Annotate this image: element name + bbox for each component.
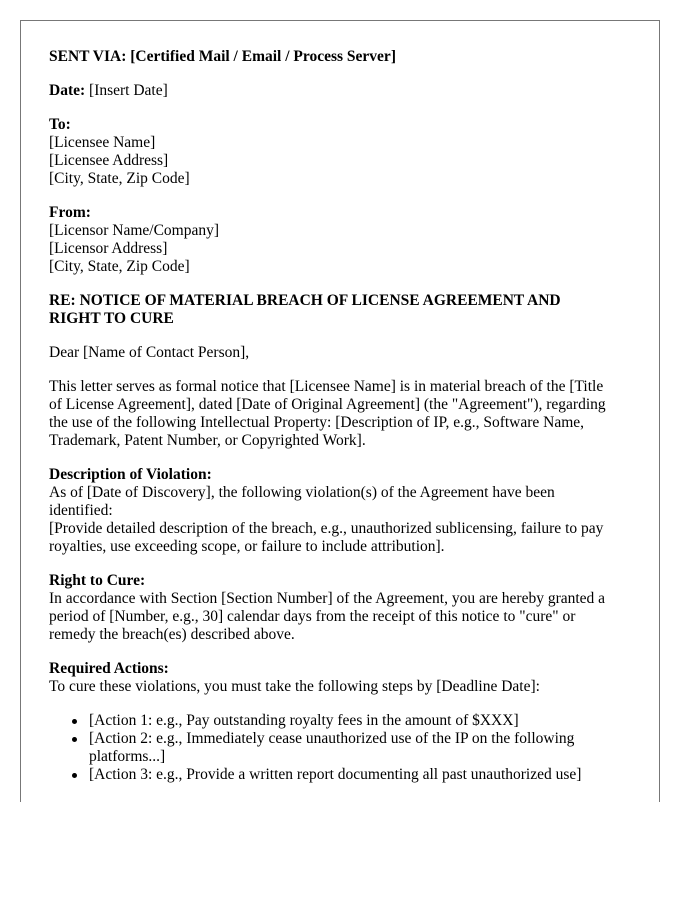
document-page bbox=[20, 20, 660, 802]
violation-heading: Description of Violation: bbox=[49, 466, 212, 483]
to-label: To: bbox=[49, 116, 71, 133]
subject-line: RIGHT TO CURE bbox=[49, 310, 174, 327]
actions-list bbox=[49, 712, 609, 784]
intro-line: Trademark, Patent Number, or Copyrighted Work]. bbox=[49, 432, 366, 449]
action-line: [Action 3: e.g., Provide a written report documenting all past unauthorized use] bbox=[89, 766, 582, 783]
intro-line: of License Agreement], dated [Date of Original Agreement] (the "Agreement"), regarding bbox=[49, 396, 606, 413]
subject-line: RE: NOTICE OF MATERIAL BREACH OF LICENSE AGREEMENT AND bbox=[49, 292, 561, 309]
action-item bbox=[89, 730, 609, 766]
action-line: [Action 2: e.g., Immediately cease unauthorized use of the IP on the following bbox=[89, 730, 575, 747]
date-line bbox=[49, 82, 609, 100]
salutation: Dear [Name of Contact Person], bbox=[49, 344, 250, 361]
cure-line: remedy the breach(es) described above. bbox=[49, 626, 295, 643]
cure-line: In accordance with Section [Section Number] of the Agreement, you are hereby granted a bbox=[49, 590, 606, 607]
violation-line: As of [Date of Discovery], the following violation(s) of the Agreement have been bbox=[49, 484, 555, 501]
action-item bbox=[89, 766, 609, 784]
violation-line: identified: bbox=[49, 502, 113, 519]
actions-heading: Required Actions: bbox=[49, 660, 169, 677]
actions-intro: To cure these violations, you must take the following steps by [Deadline Date]: bbox=[49, 678, 540, 695]
letter-body bbox=[49, 48, 609, 784]
intro-line: This letter serves as formal notice that [Licensee Name] is in material breach of the [Title bbox=[49, 378, 604, 395]
cure-heading: Right to Cure: bbox=[49, 572, 146, 589]
actions-section bbox=[49, 660, 609, 696]
action-item bbox=[89, 712, 609, 730]
cure-section bbox=[49, 572, 609, 644]
bullet-icon bbox=[72, 773, 77, 778]
from-line: [City, State, Zip Code] bbox=[49, 258, 190, 275]
to-line: [Licensee Name] bbox=[49, 134, 156, 151]
bullet-icon bbox=[72, 719, 77, 724]
intro-paragraph bbox=[49, 378, 609, 450]
from-line: [Licensor Address] bbox=[49, 240, 168, 257]
action-line: [Action 1: e.g., Pay outstanding royalty fees in the amount of $XXX] bbox=[89, 712, 519, 729]
from-label: From: bbox=[49, 204, 91, 221]
violation-line: [Provide detailed description of the breach, e.g., unauthorized sublicensing, failure to pay bbox=[49, 520, 604, 537]
to-line: [City, State, Zip Code] bbox=[49, 170, 190, 187]
to-line: [Licensee Address] bbox=[49, 152, 169, 169]
date-value: [Insert Date] bbox=[89, 82, 168, 99]
cure-line: period of [Number, e.g., 30] calendar days from the receipt of this notice to "cure" or bbox=[49, 608, 576, 625]
from-line: [Licensor Name/Company] bbox=[49, 222, 220, 239]
sent-via-value: [Certified Mail / Email / Process Server] bbox=[130, 48, 396, 65]
sent-via-label: SENT VIA: bbox=[49, 48, 127, 65]
violation-line: royalties, use exceeding scope, or failure to include attribution]. bbox=[49, 538, 445, 555]
action-line: platforms...] bbox=[89, 748, 166, 765]
to-block bbox=[49, 116, 609, 188]
violation-section bbox=[49, 466, 609, 556]
bullet-icon bbox=[72, 737, 77, 742]
intro-line: the use of the following Intellectual Property: [Description of IP, e.g., Software Name, bbox=[49, 414, 585, 431]
from-block bbox=[49, 204, 609, 276]
sent-via-line bbox=[49, 48, 609, 66]
date-label: Date: bbox=[49, 82, 86, 99]
subject-heading bbox=[49, 292, 609, 328]
